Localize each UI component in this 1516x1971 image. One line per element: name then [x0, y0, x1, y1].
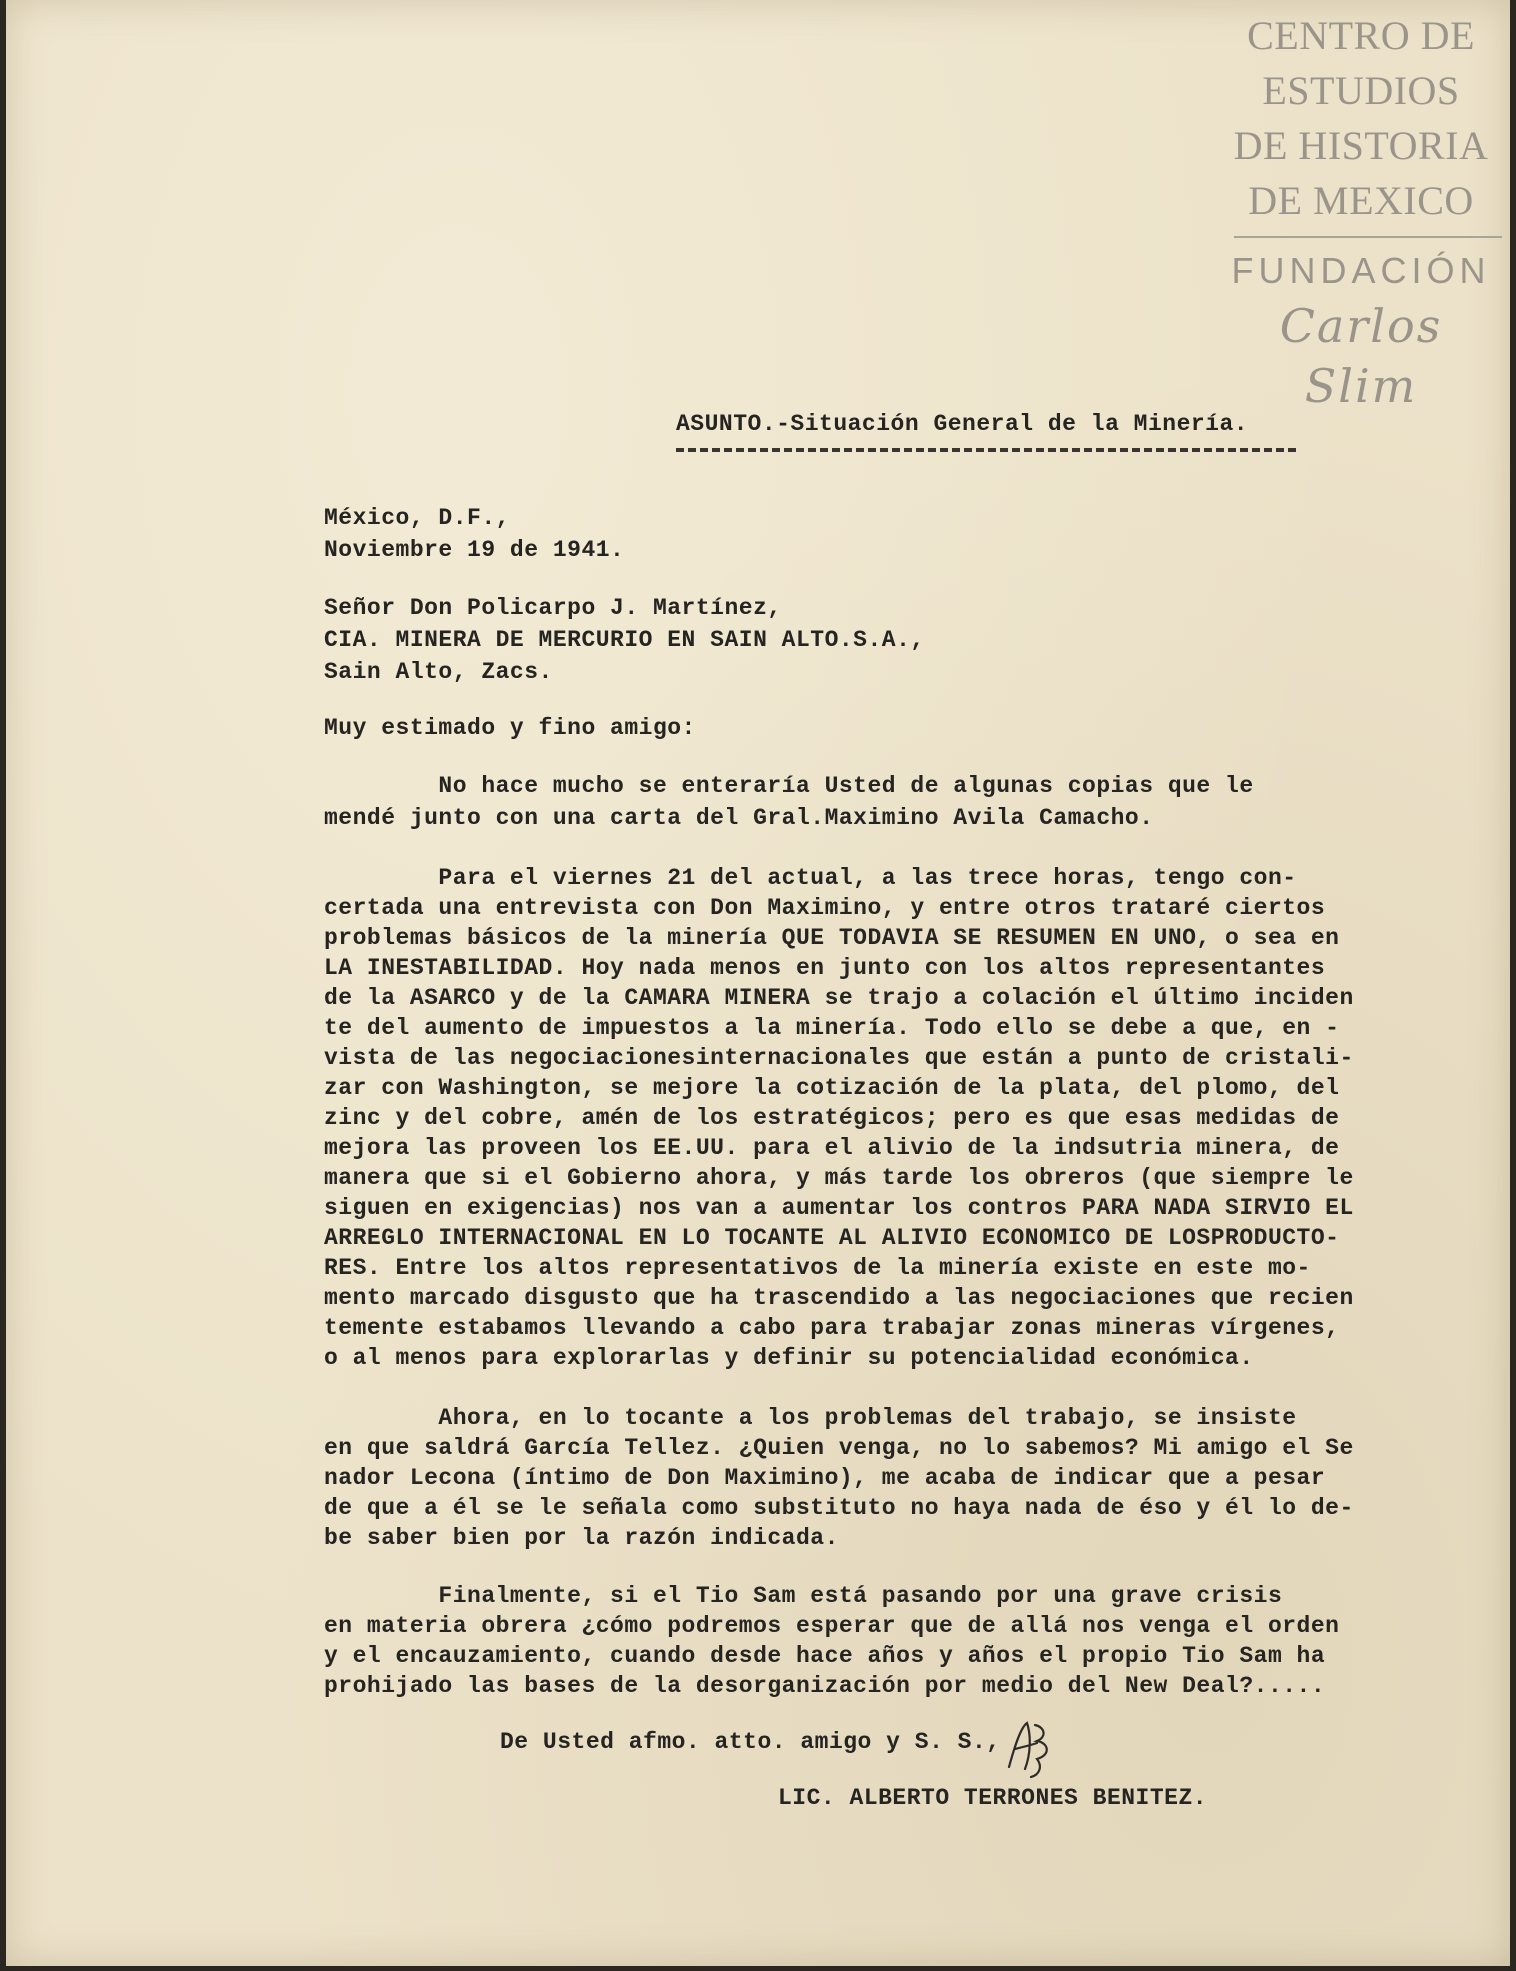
paragraph-4-line: en materia obrera ¿cómo podremos esperar que de allá nos venga el orden	[324, 1613, 1340, 1639]
stamp-line: ESTUDIOS	[1262, 68, 1460, 113]
recipient-company: CIA. MINERA DE MERCURIO EN SAIN ALTO.S.A.,	[324, 627, 925, 653]
paragraph-1-line: mendé junto con una carta del Gral.Maximino Avila Camacho.	[324, 805, 1154, 831]
date: Noviembre 19 de 1941.	[324, 537, 625, 563]
paragraph-2-line: te del aumento de impuestos a la minería. Todo ello se debe a que, en -	[324, 1015, 1340, 1041]
paragraph-2-line: o al menos para explorarlas y definir su potencialidad económica.	[324, 1345, 1254, 1371]
place: México, D.F.,	[324, 505, 510, 531]
paragraph-2-line: manera que si el Gobierno ahora, y más tarde los obreros (que siempre le	[324, 1165, 1354, 1191]
paragraph-4-line: prohijado las bases de la desorganización por medio del New Deal?.....	[324, 1673, 1326, 1699]
paragraph-4-line: Finalmente, si el Tio Sam está pasando por una grave crisis	[324, 1583, 1283, 1609]
paragraph-3-line: Ahora, en lo tocante a los problemas del trabajo, se insiste	[324, 1405, 1297, 1431]
salutation: Muy estimado y fino amigo:	[324, 715, 696, 741]
paragraph-4-line: y el encauzamiento, cuando desde hace años y años el propio Tio Sam ha	[324, 1643, 1326, 1669]
stamp-line: DE MEXICO	[1248, 178, 1474, 223]
paragraph-2-line: mento marcado disgusto que ha trascendido a las negociaciones que recien	[324, 1285, 1354, 1311]
paragraph-3-line: en que saldrá García Tellez. ¿Quien venga, no lo sabemos? Mi amigo el Se	[324, 1435, 1354, 1461]
paragraph-2-line: ARREGLO INTERNACIONAL EN LO TOCANTE AL ALIVIO ECONOMICO DE LOSPRODUCTO-	[324, 1225, 1340, 1251]
paragraph-3-line: de que a él se le señala como substituto no haya nada de éso y él lo de-	[324, 1495, 1354, 1521]
paragraph-3-line: nador Lecona (íntimo de Don Maximino), me acaba de indicar que a pesar	[324, 1465, 1326, 1491]
paragraph-2-line: problemas básicos de la minería QUE TODAVIA SE RESUMEN EN UNO, o sea en	[324, 925, 1340, 951]
handwritten-initials	[1001, 1715, 1057, 1781]
subject-underline	[676, 448, 1296, 452]
paragraph-2-line: LA INESTABILIDAD. Hoy nada menos en junto con los altos representantes	[324, 955, 1326, 981]
closing: De Usted afmo. atto. amigo y S. S.,	[500, 1729, 1001, 1755]
paragraph-2-line: zar con Washington, se mejore la cotización de la plata, del plomo, del	[324, 1075, 1340, 1101]
paragraph-1-line: No hace mucho se enteraría Usted de algunas copias que le	[324, 773, 1254, 799]
stamp-line: CENTRO DE	[1247, 13, 1475, 58]
paragraph-2-line: vista de las negociacionesinternacionales que están a punto de cristali-	[324, 1045, 1354, 1071]
subject-line: ASUNTO.-Situación General de la Minería.	[676, 411, 1249, 437]
stamp-foundation: FUNDACIÓN	[1231, 250, 1491, 291]
paragraph-2-line: RES. Entre los altos representativos de la minería existe en este mo-	[324, 1255, 1311, 1281]
paragraph-2-line: temente estabamos llevando a cabo para trabajar zonas mineras vírgenes,	[324, 1315, 1340, 1341]
stamp-line: DE HISTORIA	[1233, 123, 1489, 168]
paragraph-2-line: siguen en exigencias) nos van a aumentar los contros PARA NADA SIRVIO EL	[324, 1195, 1354, 1221]
recipient-name: Señor Don Policarpo J. Martínez,	[324, 595, 782, 621]
paragraph-2-line: Para el viernes 21 del actual, a las trece horas, tengo con-	[324, 865, 1297, 891]
paragraph-3-line: be saber bien por la razón indicada.	[324, 1525, 839, 1551]
paragraph-2-line: zinc y del cobre, amén de los estratégicos; pero es que esas medidas de	[324, 1105, 1340, 1131]
stamp-signature: Carlos Slim	[1279, 299, 1443, 413]
recipient-address: Sain Alto, Zacs.	[324, 659, 553, 685]
paragraph-2-line: de la ASARCO y de la CAMARA MINERA se trajo a colación el último inciden	[324, 985, 1354, 1011]
paragraph-2-line: mejora las proveen los EE.UU. para el alivio de la indsutria minera, de	[324, 1135, 1340, 1161]
stamp-divider	[1234, 236, 1502, 238]
letter-page	[6, 0, 1510, 1966]
signature-name: LIC. ALBERTO TERRONES BENITEZ.	[778, 1785, 1208, 1811]
paragraph-2-line: certada una entrevista con Don Maximino, y entre otros trataré ciertos	[324, 895, 1326, 921]
archive-stamp	[1220, 8, 1502, 416]
